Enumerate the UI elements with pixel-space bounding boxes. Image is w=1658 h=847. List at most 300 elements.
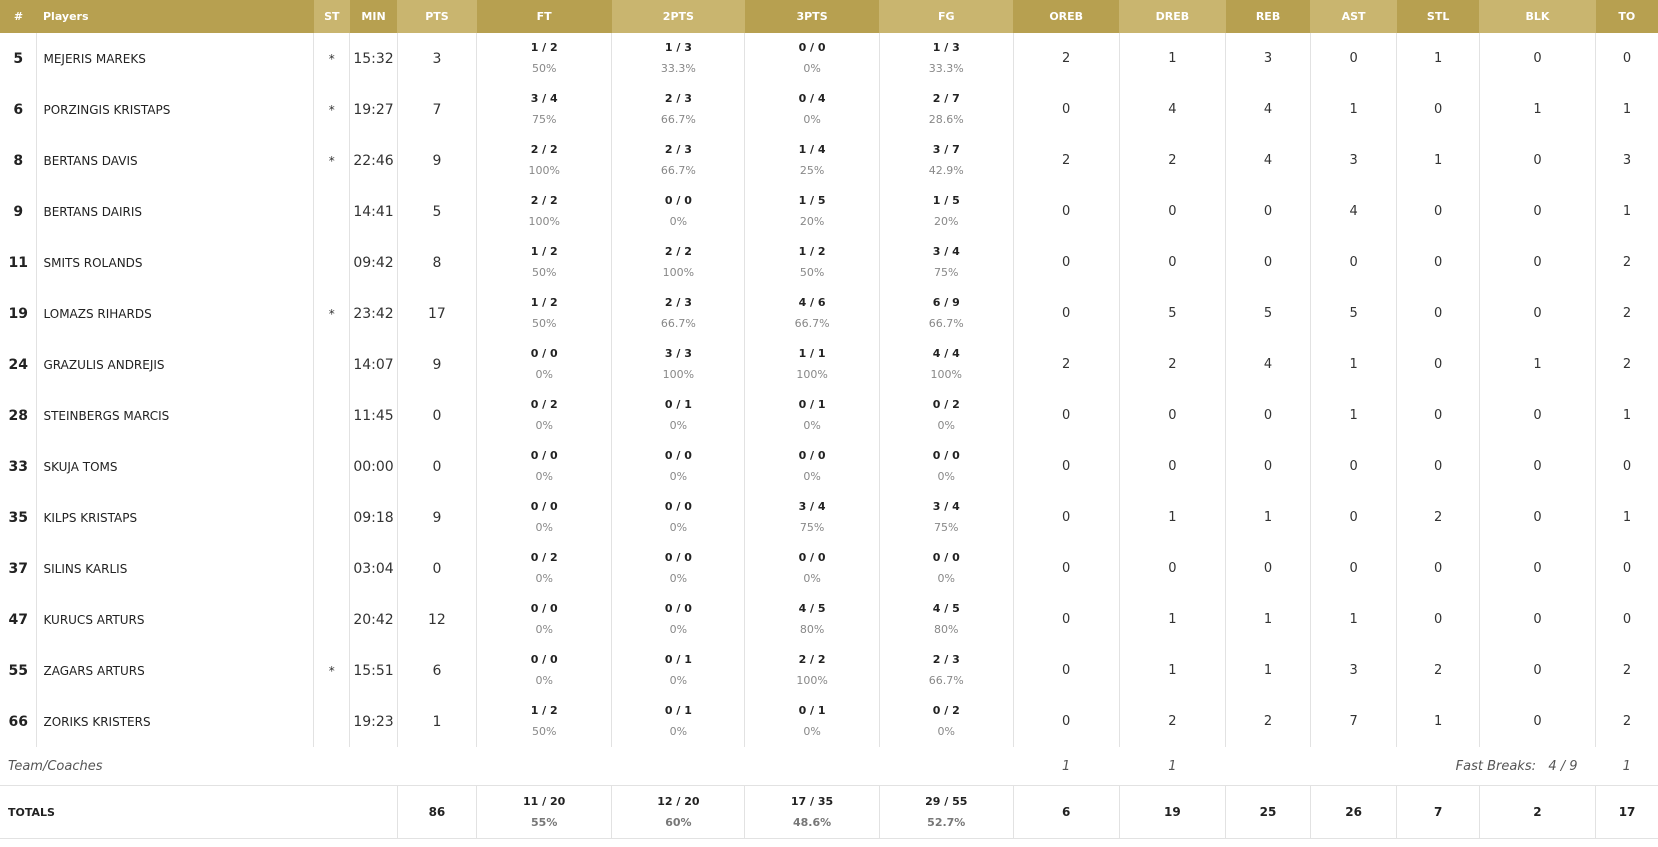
player-fg-pct: 28.6%	[928, 113, 964, 126]
player-reb: 0	[1226, 441, 1311, 492]
player-to: 1	[1622, 510, 1632, 525]
player-ast: 5	[1310, 288, 1397, 339]
player-reb: 0	[1226, 543, 1311, 594]
player-blk: 0	[1479, 33, 1595, 84]
player-2pts-pct: 66.7%	[660, 164, 696, 177]
player-dreb: 0	[1119, 186, 1226, 237]
player-blk: 0	[1479, 492, 1595, 543]
player-points: 0	[397, 441, 476, 492]
player-2pts	[612, 339, 745, 390]
player-3pts	[745, 339, 879, 390]
player-2pts-made: 0 / 0	[664, 449, 692, 462]
player-ft-pct: 50%	[531, 725, 557, 738]
player-fg	[879, 186, 1013, 237]
player-ft	[477, 135, 612, 186]
player-ft-made: 1 / 2	[530, 41, 558, 54]
player-minutes: 19:27	[350, 84, 398, 135]
player-2pts-pct: 0%	[669, 572, 688, 585]
player-stl: 1	[1397, 33, 1479, 84]
player-to: 1	[1622, 204, 1632, 219]
player-name[interactable]: ZAGARS ARTURS	[37, 645, 314, 696]
player-2pts-pct: 0%	[669, 674, 688, 687]
player-ast: 0	[1310, 237, 1397, 288]
player-fg-made: 4 / 4	[932, 347, 960, 360]
player-oreb: 2	[1013, 339, 1119, 390]
col-header-min[interactable]: MIN	[350, 0, 398, 33]
player-ast: 0	[1310, 492, 1397, 543]
player-to: 1	[1622, 408, 1632, 423]
player-ft	[477, 543, 612, 594]
player-ft	[477, 696, 612, 747]
player-blk: 0	[1479, 543, 1595, 594]
player-points: 17	[397, 288, 476, 339]
col-header-2pts[interactable]: 2PTS	[612, 0, 745, 33]
player-fg	[879, 696, 1013, 747]
player-2pts-made: 0 / 0	[664, 194, 692, 207]
player-points: 9	[397, 135, 476, 186]
player-number: 37	[0, 543, 37, 594]
player-2pts-pct: 0%	[669, 419, 688, 432]
player-ft-pct: 0%	[535, 623, 553, 636]
player-3pts-made: 1 / 4	[798, 143, 826, 156]
player-reb: 1	[1226, 492, 1311, 543]
player-number: 47	[0, 594, 37, 645]
player-fg-made: 3 / 4	[932, 245, 960, 258]
player-row	[0, 288, 1658, 339]
player-fg	[879, 237, 1013, 288]
player-name[interactable]: BERTANS DAIRIS	[37, 186, 314, 237]
player-3pts	[745, 441, 879, 492]
col-header-fg[interactable]: FG	[879, 0, 1013, 33]
player-oreb: 0	[1013, 441, 1119, 492]
totals-oreb: 6	[1013, 786, 1119, 839]
player-2pts-pct: 100%	[662, 266, 695, 279]
player-3pts-pct: 66.7%	[794, 317, 830, 330]
player-2pts	[612, 492, 745, 543]
player-blk: 0	[1479, 594, 1595, 645]
player-stl: 0	[1397, 594, 1479, 645]
player-2pts-pct: 66.7%	[660, 113, 696, 126]
player-ft-pct: 100%	[528, 215, 560, 228]
header-row	[0, 0, 1658, 33]
player-row	[0, 441, 1658, 492]
player-to: 2	[1622, 255, 1632, 270]
player-stl: 0	[1397, 543, 1479, 594]
player-ft-made: 1 / 2	[530, 704, 558, 717]
player-3pts-pct: 0%	[803, 572, 821, 585]
player-ft-pct: 0%	[535, 674, 553, 687]
player-2pts-made: 0 / 1	[664, 704, 692, 717]
player-to: 0	[1622, 561, 1632, 576]
totals-3pts-pct: 48.6%	[792, 815, 832, 829]
player-name[interactable]: LOMAZS RIHARDS	[37, 288, 314, 339]
player-number: 28	[0, 390, 37, 441]
player-minutes: 11:45	[350, 390, 398, 441]
col-header-reb[interactable]: REB	[1226, 0, 1311, 33]
player-points: 5	[397, 186, 476, 237]
player-stl: 2	[1397, 492, 1479, 543]
player-name[interactable]: MEJERIS MAREKS	[37, 33, 314, 84]
player-stl: 0	[1397, 339, 1479, 390]
player-3pts	[745, 186, 879, 237]
totals-row	[0, 786, 1658, 839]
player-ft-made: 0 / 0	[530, 653, 558, 666]
player-ft-made: 3 / 4	[530, 92, 558, 105]
player-3pts-made: 3 / 4	[798, 500, 826, 513]
player-fg	[879, 543, 1013, 594]
player-number: 8	[0, 135, 37, 186]
player-2pts-made: 3 / 3	[664, 347, 692, 360]
player-starter	[314, 237, 350, 288]
player-points: 3	[397, 33, 476, 84]
player-points: 8	[397, 237, 476, 288]
team-empty-ast	[1310, 747, 1397, 786]
player-starter	[314, 696, 350, 747]
player-2pts-pct: 66.7%	[660, 317, 696, 330]
player-blk: 0	[1479, 135, 1595, 186]
totals-3pts-made: 17 / 35	[790, 794, 834, 808]
player-2pts-pct: 0%	[669, 725, 688, 738]
player-3pts-made: 0 / 0	[798, 551, 826, 564]
player-fg-made: 1 / 5	[932, 194, 960, 207]
player-ft-pct: 0%	[535, 368, 553, 381]
player-fg	[879, 33, 1013, 84]
player-blk: 0	[1479, 288, 1595, 339]
player-3pts-made: 0 / 0	[798, 449, 826, 462]
col-header-3pts[interactable]: 3PTS	[745, 0, 879, 33]
totals-2pts-pct: 60%	[665, 815, 692, 829]
player-ft	[477, 645, 612, 696]
player-name[interactable]: PORZINGIS KRISTAPS	[37, 84, 314, 135]
player-3pts	[745, 33, 879, 84]
player-stl: 0	[1397, 237, 1479, 288]
player-3pts-made: 1 / 1	[798, 347, 826, 360]
player-3pts-pct: 50%	[799, 266, 825, 279]
player-oreb: 0	[1013, 594, 1119, 645]
fast-breaks	[1397, 747, 1596, 786]
fast-breaks-label: Fast Breaks:	[1455, 758, 1536, 774]
player-to: 0	[1622, 612, 1632, 627]
totals-pts: 86	[397, 786, 476, 839]
player-stl: 2	[1397, 645, 1479, 696]
player-ft-pct: 0%	[535, 521, 553, 534]
player-blk: 0	[1479, 441, 1595, 492]
player-3pts-pct: 75%	[799, 521, 825, 534]
player-minutes: 14:41	[350, 186, 398, 237]
player-2pts	[612, 84, 745, 135]
player-stl: 0	[1397, 441, 1479, 492]
player-ast: 1	[1310, 594, 1397, 645]
player-dreb: 0	[1119, 441, 1226, 492]
player-fg-made: 3 / 4	[932, 500, 960, 513]
player-number: 24	[0, 339, 37, 390]
col-header-st[interactable]: ST	[314, 0, 350, 33]
player-2pts	[612, 696, 745, 747]
player-to: 0	[1622, 459, 1632, 474]
player-3pts-made: 4 / 6	[798, 296, 826, 309]
player-fg-pct: 0%	[937, 725, 955, 738]
fast-breaks-value: 4 / 9	[1548, 758, 1578, 774]
player-reb: 0	[1226, 237, 1311, 288]
team-oreb: 1	[1062, 758, 1071, 774]
player-dreb: 1	[1119, 33, 1226, 84]
player-ft-made: 2 / 2	[530, 194, 558, 207]
col-header-stl[interactable]: STL	[1397, 0, 1479, 33]
player-minutes: 22:46	[350, 135, 398, 186]
player-starter: *	[314, 33, 350, 84]
player-3pts-made: 0 / 4	[798, 92, 826, 105]
player-fg-made: 2 / 3	[932, 653, 960, 666]
player-ast: 0	[1310, 441, 1397, 492]
player-number: 35	[0, 492, 37, 543]
player-2pts-pct: 0%	[669, 521, 688, 534]
player-name[interactable]: SILINS KARLIS	[37, 543, 314, 594]
player-row	[0, 33, 1658, 84]
player-ast: 1	[1310, 390, 1397, 441]
player-fg-made: 0 / 0	[932, 551, 960, 564]
player-minutes: 09:18	[350, 492, 398, 543]
totals-3pts	[745, 786, 879, 839]
player-3pts	[745, 594, 879, 645]
player-fg-made: 0 / 0	[932, 449, 960, 462]
player-fg-pct: 80%	[934, 623, 959, 636]
player-number: 11	[0, 237, 37, 288]
col-header-dreb[interactable]: DREB	[1119, 0, 1226, 33]
player-row	[0, 492, 1658, 543]
player-2pts-made: 0 / 0	[664, 500, 692, 513]
player-ft-pct: 100%	[528, 164, 560, 177]
player-reb: 4	[1226, 84, 1311, 135]
player-3pts	[745, 645, 879, 696]
player-3pts	[745, 543, 879, 594]
player-3pts	[745, 288, 879, 339]
player-oreb: 0	[1013, 390, 1119, 441]
player-fg-pct: 75%	[934, 266, 959, 279]
player-ft-made: 0 / 0	[530, 500, 558, 513]
player-row	[0, 339, 1658, 390]
player-2pts	[612, 135, 745, 186]
player-fg-pct: 20%	[934, 215, 959, 228]
player-reb: 3	[1226, 33, 1311, 84]
player-3pts-pct: 20%	[799, 215, 825, 228]
player-minutes: 15:32	[350, 33, 398, 84]
player-dreb: 5	[1119, 288, 1226, 339]
player-fg-pct: 66.7%	[928, 317, 964, 330]
player-3pts-made: 1 / 5	[798, 194, 826, 207]
team-coaches-row	[0, 747, 1658, 786]
player-oreb: 0	[1013, 186, 1119, 237]
player-ft-made: 0 / 0	[530, 347, 558, 360]
player-fg-made: 4 / 5	[932, 602, 960, 615]
totals-fg	[879, 786, 1013, 839]
player-ft-made: 1 / 2	[530, 296, 558, 309]
player-dreb: 0	[1119, 390, 1226, 441]
player-dreb: 1	[1119, 492, 1226, 543]
player-fg-made: 0 / 2	[932, 398, 960, 411]
player-oreb: 2	[1013, 33, 1119, 84]
player-dreb: 1	[1119, 594, 1226, 645]
player-minutes: 14:07	[350, 339, 398, 390]
player-name[interactable]: KURUCS ARTURS	[37, 594, 314, 645]
player-to: 2	[1622, 714, 1632, 729]
player-fg-pct: 66.7%	[928, 674, 964, 687]
player-points: 9	[397, 492, 476, 543]
player-starter	[314, 492, 350, 543]
player-starter	[314, 594, 350, 645]
player-ast: 0	[1310, 33, 1397, 84]
player-dreb: 2	[1119, 135, 1226, 186]
totals-ft	[477, 786, 612, 839]
player-fg-pct: 42.9%	[928, 164, 964, 177]
totals-fg-pct: 52.7%	[927, 815, 966, 829]
player-points: 12	[397, 594, 476, 645]
player-2pts	[612, 594, 745, 645]
player-points: 6	[397, 645, 476, 696]
player-row	[0, 594, 1658, 645]
player-stl: 0	[1397, 186, 1479, 237]
player-name[interactable]: STEINBERGS MARCIS	[37, 390, 314, 441]
totals-ast: 26	[1310, 786, 1397, 839]
player-fg	[879, 135, 1013, 186]
player-ft	[477, 339, 612, 390]
player-blk: 0	[1479, 186, 1595, 237]
player-number: 33	[0, 441, 37, 492]
player-blk: 0	[1479, 390, 1595, 441]
player-points: 9	[397, 339, 476, 390]
col-header-pts[interactable]: PTS	[397, 0, 476, 33]
player-starter: *	[314, 84, 350, 135]
player-2pts-pct: 0%	[669, 623, 688, 636]
player-oreb: 0	[1013, 543, 1119, 594]
player-3pts-made: 2 / 2	[798, 653, 826, 666]
player-reb: 4	[1226, 135, 1311, 186]
player-2pts	[612, 288, 745, 339]
player-2pts-pct: 0%	[669, 215, 688, 228]
player-ft-made: 0 / 2	[530, 398, 558, 411]
player-name[interactable]: SKUJA TOMS	[37, 441, 314, 492]
totals-blk: 2	[1479, 786, 1595, 839]
player-row	[0, 543, 1658, 594]
col-header-blk[interactable]: BLK	[1479, 0, 1595, 33]
totals-to: 17	[1596, 786, 1658, 839]
col-header-ft[interactable]: FT	[477, 0, 612, 33]
player-name[interactable]: BERTANS DAVIS	[37, 135, 314, 186]
player-stl: 0	[1397, 390, 1479, 441]
player-fg	[879, 390, 1013, 441]
player-to: 0	[1622, 51, 1632, 66]
player-starter: *	[314, 288, 350, 339]
player-name[interactable]: SMITS ROLANDS	[37, 237, 314, 288]
player-reb: 1	[1226, 645, 1311, 696]
totals-reb: 25	[1226, 786, 1311, 839]
col-header-oreb[interactable]: OREB	[1013, 0, 1119, 33]
player-ft-made: 0 / 0	[530, 449, 558, 462]
player-ast: 0	[1310, 543, 1397, 594]
player-fg-made: 1 / 3	[932, 41, 960, 54]
player-ft	[477, 390, 612, 441]
player-row	[0, 696, 1658, 747]
col-header-players[interactable]: Players	[37, 0, 314, 33]
player-2pts-pct: 100%	[662, 368, 695, 381]
player-name[interactable]: KILPS KRISTAPS	[37, 492, 314, 543]
player-name[interactable]: ZORIKS KRISTERS	[37, 696, 314, 747]
player-oreb: 0	[1013, 492, 1119, 543]
player-2pts-made: 0 / 1	[664, 398, 692, 411]
player-2pts	[612, 441, 745, 492]
player-starter	[314, 441, 350, 492]
col-header-to[interactable]: TO	[1596, 0, 1658, 33]
player-ast: 3	[1310, 135, 1397, 186]
player-2pts	[612, 390, 745, 441]
player-stl: 1	[1397, 696, 1479, 747]
player-fg-pct: 33.3%	[928, 62, 964, 75]
player-starter: *	[314, 135, 350, 186]
player-2pts-made: 2 / 3	[664, 296, 692, 309]
player-2pts-made: 0 / 1	[664, 653, 692, 666]
player-3pts-pct: 0%	[803, 725, 821, 738]
player-row	[0, 135, 1658, 186]
player-ft-pct: 50%	[531, 266, 557, 279]
player-fg-made: 3 / 7	[932, 143, 960, 156]
player-row	[0, 84, 1658, 135]
player-number: 9	[0, 186, 37, 237]
player-2pts-pct: 33.3%	[660, 62, 696, 75]
player-reb: 2	[1226, 696, 1311, 747]
totals-2pts-made: 12 / 20	[657, 794, 700, 808]
player-reb: 1	[1226, 594, 1311, 645]
player-ft	[477, 84, 612, 135]
player-ft-made: 1 / 2	[530, 245, 558, 258]
player-3pts-pct: 0%	[803, 470, 821, 483]
totals-label: TOTALS	[0, 786, 397, 839]
totals-stl: 7	[1397, 786, 1479, 839]
player-reb: 5	[1226, 288, 1311, 339]
player-2pts	[612, 645, 745, 696]
player-fg	[879, 339, 1013, 390]
player-dreb: 1	[1119, 645, 1226, 696]
player-ast: 4	[1310, 186, 1397, 237]
player-minutes: 09:42	[350, 237, 398, 288]
col-header-number[interactable]: #	[0, 0, 37, 33]
player-reb: 4	[1226, 339, 1311, 390]
player-starter: *	[314, 645, 350, 696]
player-row	[0, 390, 1658, 441]
player-ft-pct: 0%	[535, 419, 553, 432]
player-blk: 1	[1479, 84, 1595, 135]
player-name[interactable]: GRAZULIS ANDREJIS	[37, 339, 314, 390]
player-3pts-made: 0 / 1	[798, 398, 826, 411]
player-reb: 0	[1226, 186, 1311, 237]
player-points: 7	[397, 84, 476, 135]
totals-dreb: 19	[1119, 786, 1226, 839]
player-2pts-made: 2 / 3	[664, 92, 692, 105]
team-dreb: 1	[1168, 758, 1177, 774]
player-ft-pct: 0%	[535, 470, 553, 483]
player-fg-pct: 0%	[937, 572, 955, 585]
player-to: 3	[1622, 153, 1632, 168]
player-minutes: 23:42	[350, 288, 398, 339]
player-minutes: 03:04	[350, 543, 398, 594]
player-reb: 0	[1226, 390, 1311, 441]
player-dreb: 0	[1119, 237, 1226, 288]
player-blk: 0	[1479, 645, 1595, 696]
player-minutes: 15:51	[350, 645, 398, 696]
player-3pts	[745, 696, 879, 747]
player-minutes: 00:00	[350, 441, 398, 492]
player-to: 2	[1622, 306, 1632, 321]
player-ft-made: 0 / 2	[530, 551, 558, 564]
col-header-ast[interactable]: AST	[1310, 0, 1397, 33]
